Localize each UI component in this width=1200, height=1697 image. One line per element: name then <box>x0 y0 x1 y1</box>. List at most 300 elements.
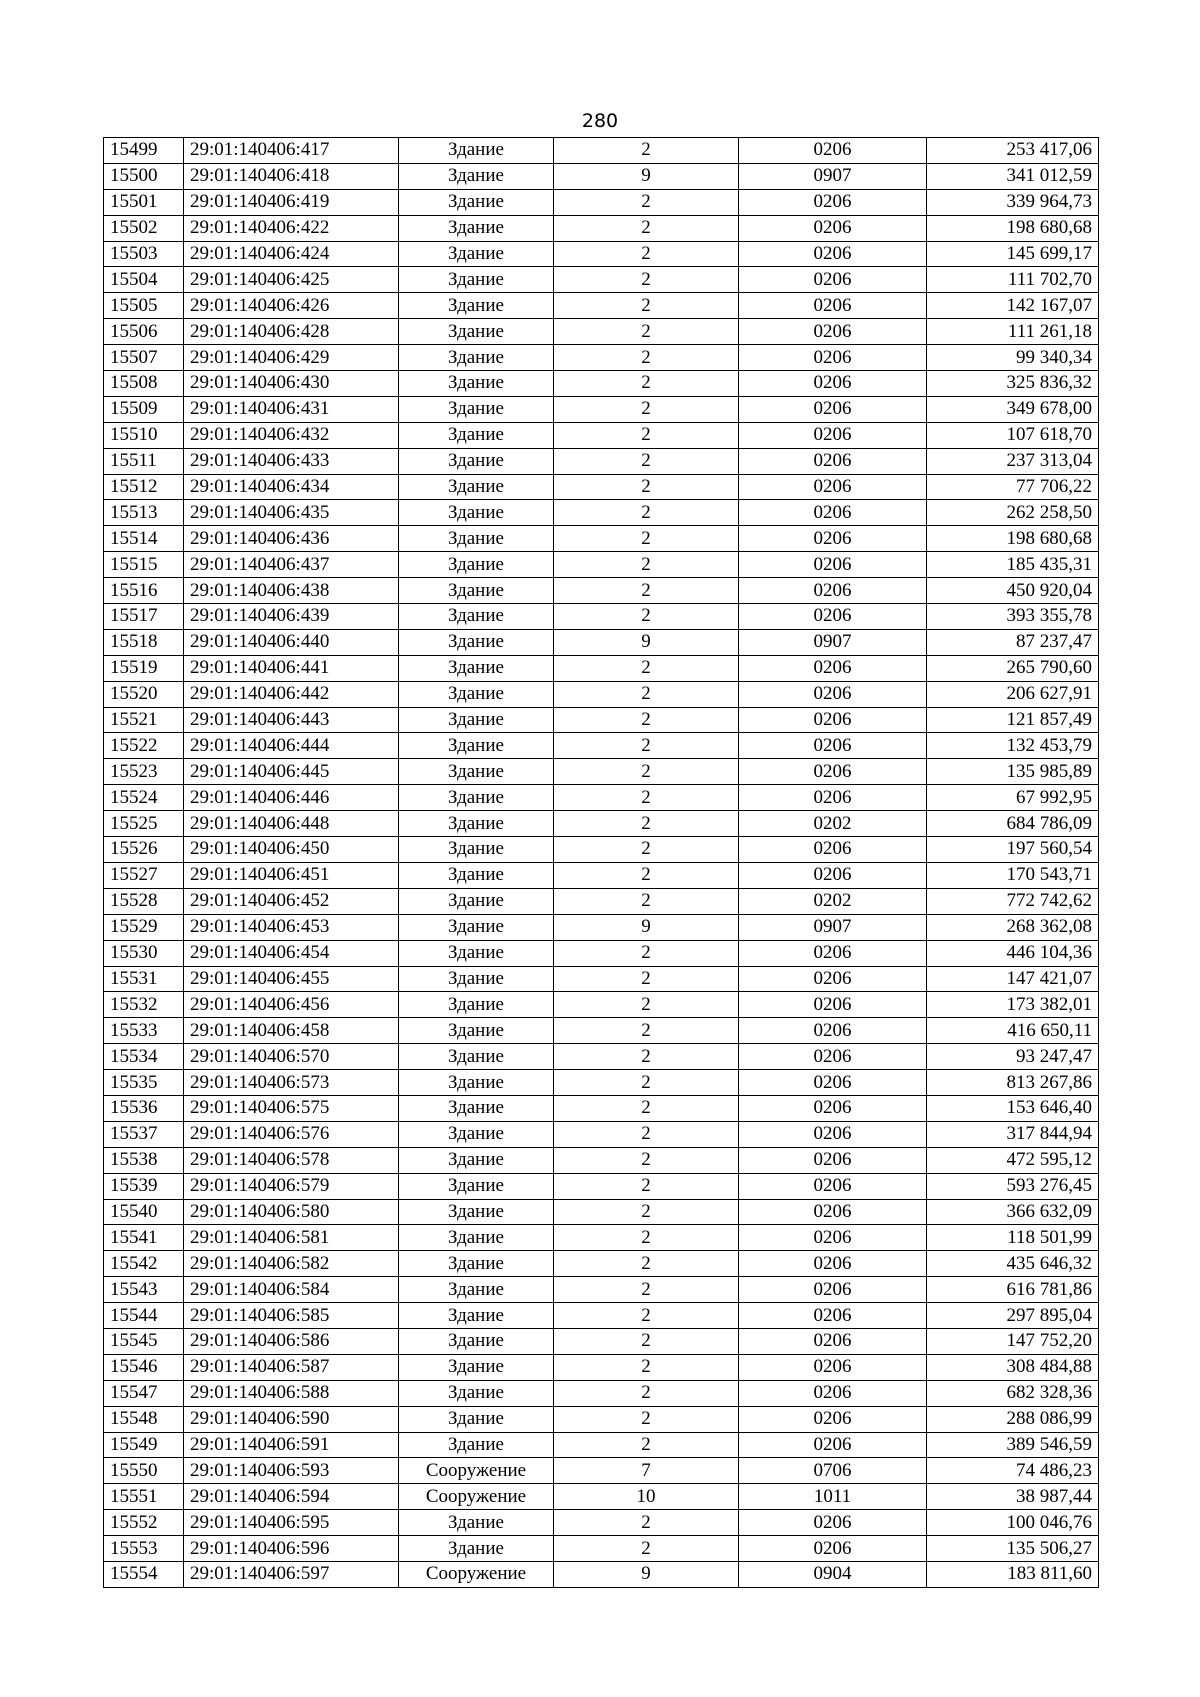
object-type-cell: Сооружение <box>399 1484 554 1510</box>
group-cell: 2 <box>554 396 739 422</box>
table-row <box>104 163 1099 189</box>
object-type-cell: Здание <box>399 940 554 966</box>
group-cell: 2 <box>554 526 739 552</box>
cadastral-number-cell: 29:01:140406:422 <box>184 215 399 241</box>
cadastral-number-cell: 29:01:140406:458 <box>184 1018 399 1044</box>
table-row <box>104 1070 1099 1096</box>
group-cell: 2 <box>554 1277 739 1303</box>
code-cell: 0206 <box>739 992 927 1018</box>
cadastral-number-cell: 29:01:140406:428 <box>184 319 399 345</box>
row-number-cell: 15531 <box>104 966 184 992</box>
table-row <box>104 629 1099 655</box>
code-cell: 0206 <box>739 604 927 630</box>
code-cell: 0206 <box>739 1199 927 1225</box>
table-row <box>104 345 1099 371</box>
cadastral-number-cell: 29:01:140406:580 <box>184 1199 399 1225</box>
code-cell: 0206 <box>739 837 927 863</box>
table-body <box>104 138 1099 1588</box>
group-cell: 2 <box>554 733 739 759</box>
table-row <box>104 1225 1099 1251</box>
cadastral-number-cell: 29:01:140406:588 <box>184 1380 399 1406</box>
table-row <box>104 1147 1099 1173</box>
cadastral-value-cell: 74 486,23 <box>927 1458 1099 1484</box>
code-cell: 0706 <box>739 1458 927 1484</box>
row-number-cell: 15541 <box>104 1225 184 1251</box>
table-row <box>104 733 1099 759</box>
table-row <box>104 500 1099 526</box>
cadastral-number-cell: 29:01:140406:436 <box>184 526 399 552</box>
cadastral-value-cell: 339 964,73 <box>927 189 1099 215</box>
object-type-cell: Здание <box>399 1199 554 1225</box>
code-cell: 0206 <box>739 1251 927 1277</box>
group-cell: 2 <box>554 681 739 707</box>
cadastral-number-cell: 29:01:140406:576 <box>184 1121 399 1147</box>
code-cell: 0206 <box>739 215 927 241</box>
table-row <box>104 1095 1099 1121</box>
row-number-cell: 15528 <box>104 888 184 914</box>
row-number-cell: 15536 <box>104 1095 184 1121</box>
cadastral-value-cell: 265 790,60 <box>927 655 1099 681</box>
code-cell: 0206 <box>739 267 927 293</box>
row-number-cell: 15503 <box>104 241 184 267</box>
code-cell: 0206 <box>739 526 927 552</box>
table-row <box>104 1561 1099 1587</box>
table-row <box>104 526 1099 552</box>
table-row <box>104 1277 1099 1303</box>
code-cell: 0206 <box>739 1070 927 1096</box>
code-cell: 1011 <box>739 1484 927 1510</box>
row-number-cell: 15513 <box>104 500 184 526</box>
cadastral-number-cell: 29:01:140406:440 <box>184 629 399 655</box>
cadastral-value-cell: 435 646,32 <box>927 1251 1099 1277</box>
cadastral-number-cell: 29:01:140406:582 <box>184 1251 399 1277</box>
code-cell: 0206 <box>739 1303 927 1329</box>
object-type-cell: Здание <box>399 1070 554 1096</box>
group-cell: 2 <box>554 189 739 215</box>
object-type-cell: Здание <box>399 1018 554 1044</box>
table-row <box>104 1044 1099 1070</box>
group-cell: 2 <box>554 1225 739 1251</box>
row-number-cell: 15506 <box>104 319 184 345</box>
cadastral-value-table <box>103 137 1099 1588</box>
cadastral-number-cell: 29:01:140406:435 <box>184 500 399 526</box>
code-cell: 0907 <box>739 914 927 940</box>
cadastral-value-cell: 100 046,76 <box>927 1510 1099 1536</box>
cadastral-value-cell: 813 267,86 <box>927 1070 1099 1096</box>
code-cell: 0206 <box>739 241 927 267</box>
group-cell: 2 <box>554 1044 739 1070</box>
cadastral-value-cell: 366 632,09 <box>927 1199 1099 1225</box>
code-cell: 0206 <box>739 1406 927 1432</box>
object-type-cell: Здание <box>399 552 554 578</box>
code-cell: 0907 <box>739 629 927 655</box>
object-type-cell: Сооружение <box>399 1561 554 1587</box>
row-number-cell: 15505 <box>104 293 184 319</box>
group-cell: 2 <box>554 1095 739 1121</box>
object-type-cell: Здание <box>399 1432 554 1458</box>
row-number-cell: 15524 <box>104 785 184 811</box>
cadastral-number-cell: 29:01:140406:587 <box>184 1354 399 1380</box>
object-type-cell: Здание <box>399 1044 554 1070</box>
cadastral-value-cell: 111 702,70 <box>927 267 1099 293</box>
cadastral-number-cell: 29:01:140406:426 <box>184 293 399 319</box>
object-type-cell: Здание <box>399 163 554 189</box>
code-cell: 0206 <box>739 966 927 992</box>
group-cell: 9 <box>554 629 739 655</box>
group-cell: 2 <box>554 785 739 811</box>
row-number-cell: 15548 <box>104 1406 184 1432</box>
group-cell: 2 <box>554 1432 739 1458</box>
object-type-cell: Здание <box>399 966 554 992</box>
code-cell: 0206 <box>739 1173 927 1199</box>
object-type-cell: Здание <box>399 526 554 552</box>
object-type-cell: Здание <box>399 992 554 1018</box>
cadastral-number-cell: 29:01:140406:581 <box>184 1225 399 1251</box>
object-type-cell: Здание <box>399 215 554 241</box>
table-row <box>104 1510 1099 1536</box>
object-type-cell: Здание <box>399 241 554 267</box>
cadastral-value-cell: 206 627,91 <box>927 681 1099 707</box>
table-row <box>104 1458 1099 1484</box>
object-type-cell: Здание <box>399 1536 554 1562</box>
cadastral-number-cell: 29:01:140406:579 <box>184 1173 399 1199</box>
row-number-cell: 15552 <box>104 1510 184 1536</box>
cadastral-number-cell: 29:01:140406:453 <box>184 914 399 940</box>
cadastral-number-cell: 29:01:140406:597 <box>184 1561 399 1587</box>
row-number-cell: 15509 <box>104 396 184 422</box>
object-type-cell: Здание <box>399 604 554 630</box>
cadastral-value-cell: 142 167,07 <box>927 293 1099 319</box>
code-cell: 0206 <box>739 785 927 811</box>
cadastral-value-cell: 684 786,09 <box>927 811 1099 837</box>
cadastral-value-cell: 349 678,00 <box>927 396 1099 422</box>
cadastral-value-cell: 135 506,27 <box>927 1536 1099 1562</box>
page-number: 280 <box>581 110 619 132</box>
table-row <box>104 1406 1099 1432</box>
row-number-cell: 15508 <box>104 371 184 397</box>
object-type-cell: Здание <box>399 1510 554 1536</box>
code-cell: 0202 <box>739 811 927 837</box>
code-cell: 0206 <box>739 319 927 345</box>
cadastral-value-cell: 183 811,60 <box>927 1561 1099 1587</box>
table-row <box>104 759 1099 785</box>
cadastral-value-cell: 616 781,86 <box>927 1277 1099 1303</box>
object-type-cell: Здание <box>399 396 554 422</box>
table-row <box>104 1173 1099 1199</box>
code-cell: 0206 <box>739 345 927 371</box>
group-cell: 2 <box>554 1070 739 1096</box>
code-cell: 0206 <box>739 189 927 215</box>
code-cell: 0206 <box>739 448 927 474</box>
table-row <box>104 811 1099 837</box>
code-cell: 0206 <box>739 1095 927 1121</box>
cadastral-number-cell: 29:01:140406:444 <box>184 733 399 759</box>
table-row <box>104 1380 1099 1406</box>
code-cell: 0206 <box>739 1354 927 1380</box>
cadastral-number-cell: 29:01:140406:429 <box>184 345 399 371</box>
cadastral-number-cell: 29:01:140406:591 <box>184 1432 399 1458</box>
object-type-cell: Здание <box>399 474 554 500</box>
cadastral-value-cell: 132 453,79 <box>927 733 1099 759</box>
cadastral-number-cell: 29:01:140406:419 <box>184 189 399 215</box>
cadastral-value-cell: 185 435,31 <box>927 552 1099 578</box>
cadastral-value-cell: 262 258,50 <box>927 500 1099 526</box>
table-row <box>104 940 1099 966</box>
cadastral-number-cell: 29:01:140406:433 <box>184 448 399 474</box>
code-cell: 0206 <box>739 862 927 888</box>
table-row <box>104 293 1099 319</box>
cadastral-number-cell: 29:01:140406:573 <box>184 1070 399 1096</box>
row-number-cell: 15520 <box>104 681 184 707</box>
table-row <box>104 604 1099 630</box>
table-row <box>104 578 1099 604</box>
row-number-cell: 15507 <box>104 345 184 371</box>
cadastral-number-cell: 29:01:140406:590 <box>184 1406 399 1432</box>
object-type-cell: Здание <box>399 422 554 448</box>
code-cell: 0206 <box>739 552 927 578</box>
row-number-cell: 15546 <box>104 1354 184 1380</box>
code-cell: 0206 <box>739 1510 927 1536</box>
group-cell: 2 <box>554 966 739 992</box>
object-type-cell: Здание <box>399 1147 554 1173</box>
code-cell: 0907 <box>739 163 927 189</box>
cadastral-number-cell: 29:01:140406:456 <box>184 992 399 1018</box>
cadastral-number-cell: 29:01:140406:445 <box>184 759 399 785</box>
cadastral-number-cell: 29:01:140406:430 <box>184 371 399 397</box>
code-cell: 0206 <box>739 1018 927 1044</box>
cadastral-value-cell: 153 646,40 <box>927 1095 1099 1121</box>
group-cell: 2 <box>554 345 739 371</box>
object-type-cell: Здание <box>399 1121 554 1147</box>
cadastral-value-cell: 38 987,44 <box>927 1484 1099 1510</box>
table-row <box>104 707 1099 733</box>
cadastral-value-cell: 682 328,36 <box>927 1380 1099 1406</box>
table-row <box>104 681 1099 707</box>
cadastral-value-cell: 145 699,17 <box>927 241 1099 267</box>
cadastral-value-cell: 308 484,88 <box>927 1354 1099 1380</box>
table-row <box>104 138 1099 164</box>
row-number-cell: 15529 <box>104 914 184 940</box>
group-cell: 2 <box>554 138 739 164</box>
group-cell: 9 <box>554 1561 739 1587</box>
object-type-cell: Здание <box>399 345 554 371</box>
cadastral-number-cell: 29:01:140406:455 <box>184 966 399 992</box>
cadastral-number-cell: 29:01:140406:570 <box>184 1044 399 1070</box>
cadastral-value-cell: 118 501,99 <box>927 1225 1099 1251</box>
cadastral-number-cell: 29:01:140406:584 <box>184 1277 399 1303</box>
object-type-cell: Здание <box>399 189 554 215</box>
group-cell: 2 <box>554 1018 739 1044</box>
group-cell: 2 <box>554 371 739 397</box>
code-cell: 0206 <box>739 396 927 422</box>
row-number-cell: 15517 <box>104 604 184 630</box>
group-cell: 2 <box>554 319 739 345</box>
cadastral-value-cell: 67 992,95 <box>927 785 1099 811</box>
cadastral-value-cell: 111 261,18 <box>927 319 1099 345</box>
group-cell: 2 <box>554 707 739 733</box>
group-cell: 2 <box>554 992 739 1018</box>
code-cell: 0206 <box>739 655 927 681</box>
row-number-cell: 15516 <box>104 578 184 604</box>
row-number-cell: 15519 <box>104 655 184 681</box>
table-row <box>104 1432 1099 1458</box>
cadastral-value-cell: 197 560,54 <box>927 837 1099 863</box>
group-cell: 2 <box>554 888 739 914</box>
cadastral-value-cell: 772 742,62 <box>927 888 1099 914</box>
group-cell: 2 <box>554 940 739 966</box>
cadastral-number-cell: 29:01:140406:437 <box>184 552 399 578</box>
cadastral-value-cell: 121 857,49 <box>927 707 1099 733</box>
group-cell: 2 <box>554 448 739 474</box>
cadastral-value-cell: 317 844,94 <box>927 1121 1099 1147</box>
cadastral-number-cell: 29:01:140406:425 <box>184 267 399 293</box>
cadastral-value-cell: 297 895,04 <box>927 1303 1099 1329</box>
cadastral-value-cell: 593 276,45 <box>927 1173 1099 1199</box>
cadastral-value-cell: 198 680,68 <box>927 215 1099 241</box>
code-cell: 0206 <box>739 422 927 448</box>
code-cell: 0206 <box>739 1277 927 1303</box>
cadastral-number-cell: 29:01:140406:439 <box>184 604 399 630</box>
code-cell: 0206 <box>739 1380 927 1406</box>
cadastral-value-cell: 99 340,34 <box>927 345 1099 371</box>
object-type-cell: Здание <box>399 1095 554 1121</box>
cadastral-number-cell: 29:01:140406:418 <box>184 163 399 189</box>
group-cell: 2 <box>554 1406 739 1432</box>
table-row <box>104 1328 1099 1354</box>
table-row <box>104 1303 1099 1329</box>
row-number-cell: 15549 <box>104 1432 184 1458</box>
group-cell: 2 <box>554 1536 739 1562</box>
table-row <box>104 474 1099 500</box>
cadastral-number-cell: 29:01:140406:448 <box>184 811 399 837</box>
object-type-cell: Здание <box>399 837 554 863</box>
code-cell: 0904 <box>739 1561 927 1587</box>
table-row <box>104 862 1099 888</box>
row-number-cell: 15543 <box>104 1277 184 1303</box>
cadastral-value-cell: 147 752,20 <box>927 1328 1099 1354</box>
object-type-cell: Здание <box>399 1173 554 1199</box>
table-row <box>104 1536 1099 1562</box>
group-cell: 2 <box>554 759 739 785</box>
group-cell: 2 <box>554 1251 739 1277</box>
object-type-cell: Здание <box>399 319 554 345</box>
row-number-cell: 15514 <box>104 526 184 552</box>
cadastral-number-cell: 29:01:140406:596 <box>184 1536 399 1562</box>
object-type-cell: Здание <box>399 1277 554 1303</box>
code-cell: 0206 <box>739 1432 927 1458</box>
code-cell: 0206 <box>739 293 927 319</box>
code-cell: 0206 <box>739 578 927 604</box>
group-cell: 2 <box>554 474 739 500</box>
row-number-cell: 15511 <box>104 448 184 474</box>
group-cell: 2 <box>554 422 739 448</box>
table-row <box>104 1121 1099 1147</box>
table-row <box>104 888 1099 914</box>
row-number-cell: 15542 <box>104 1251 184 1277</box>
object-type-cell: Здание <box>399 138 554 164</box>
cadastral-number-cell: 29:01:140406:451 <box>184 862 399 888</box>
group-cell: 2 <box>554 1328 739 1354</box>
cadastral-number-cell: 29:01:140406:446 <box>184 785 399 811</box>
code-cell: 0206 <box>739 940 927 966</box>
table-row <box>104 448 1099 474</box>
cadastral-number-cell: 29:01:140406:438 <box>184 578 399 604</box>
row-number-cell: 15527 <box>104 862 184 888</box>
group-cell: 2 <box>554 655 739 681</box>
cadastral-value-cell: 393 355,78 <box>927 604 1099 630</box>
group-cell: 9 <box>554 163 739 189</box>
cadastral-number-cell: 29:01:140406:593 <box>184 1458 399 1484</box>
object-type-cell: Здание <box>399 811 554 837</box>
group-cell: 2 <box>554 1121 739 1147</box>
cadastral-value-cell: 472 595,12 <box>927 1147 1099 1173</box>
row-number-cell: 15499 <box>104 138 184 164</box>
row-number-cell: 15521 <box>104 707 184 733</box>
table-row <box>104 241 1099 267</box>
cadastral-number-cell: 29:01:140406:434 <box>184 474 399 500</box>
cadastral-value-cell: 173 382,01 <box>927 992 1099 1018</box>
cadastral-number-cell: 29:01:140406:442 <box>184 681 399 707</box>
code-cell: 0206 <box>739 1044 927 1070</box>
row-number-cell: 15547 <box>104 1380 184 1406</box>
table-row <box>104 966 1099 992</box>
code-cell: 0202 <box>739 888 927 914</box>
row-number-cell: 15550 <box>104 1458 184 1484</box>
cadastral-value-cell: 325 836,32 <box>927 371 1099 397</box>
table-row <box>104 189 1099 215</box>
code-cell: 0206 <box>739 1147 927 1173</box>
table-row <box>104 992 1099 1018</box>
group-cell: 7 <box>554 1458 739 1484</box>
group-cell: 2 <box>554 811 739 837</box>
cadastral-number-cell: 29:01:140406:578 <box>184 1147 399 1173</box>
group-cell: 9 <box>554 914 739 940</box>
row-number-cell: 15515 <box>104 552 184 578</box>
cadastral-value-cell: 170 543,71 <box>927 862 1099 888</box>
object-type-cell: Здание <box>399 578 554 604</box>
cadastral-number-cell: 29:01:140406:417 <box>184 138 399 164</box>
cadastral-value-cell: 450 920,04 <box>927 578 1099 604</box>
row-number-cell: 15525 <box>104 811 184 837</box>
table-row <box>104 396 1099 422</box>
object-type-cell: Здание <box>399 862 554 888</box>
object-type-cell: Здание <box>399 448 554 474</box>
object-type-cell: Здание <box>399 707 554 733</box>
cadastral-value-cell: 288 086,99 <box>927 1406 1099 1432</box>
object-type-cell: Здание <box>399 371 554 397</box>
row-number-cell: 15532 <box>104 992 184 1018</box>
cadastral-number-cell: 29:01:140406:586 <box>184 1328 399 1354</box>
code-cell: 0206 <box>739 371 927 397</box>
group-cell: 2 <box>554 1173 739 1199</box>
object-type-cell: Сооружение <box>399 1458 554 1484</box>
cadastral-value-cell: 135 985,89 <box>927 759 1099 785</box>
code-cell: 0206 <box>739 1225 927 1251</box>
group-cell: 2 <box>554 215 739 241</box>
cadastral-value-cell: 416 650,11 <box>927 1018 1099 1044</box>
object-type-cell: Здание <box>399 914 554 940</box>
object-type-cell: Здание <box>399 267 554 293</box>
cadastral-number-cell: 29:01:140406:424 <box>184 241 399 267</box>
row-number-cell: 15533 <box>104 1018 184 1044</box>
table-row <box>104 422 1099 448</box>
row-number-cell: 15535 <box>104 1070 184 1096</box>
code-cell: 0206 <box>739 1328 927 1354</box>
cadastral-value-cell: 198 680,68 <box>927 526 1099 552</box>
row-number-cell: 15537 <box>104 1121 184 1147</box>
group-cell: 2 <box>554 241 739 267</box>
cadastral-value-cell: 253 417,06 <box>927 138 1099 164</box>
